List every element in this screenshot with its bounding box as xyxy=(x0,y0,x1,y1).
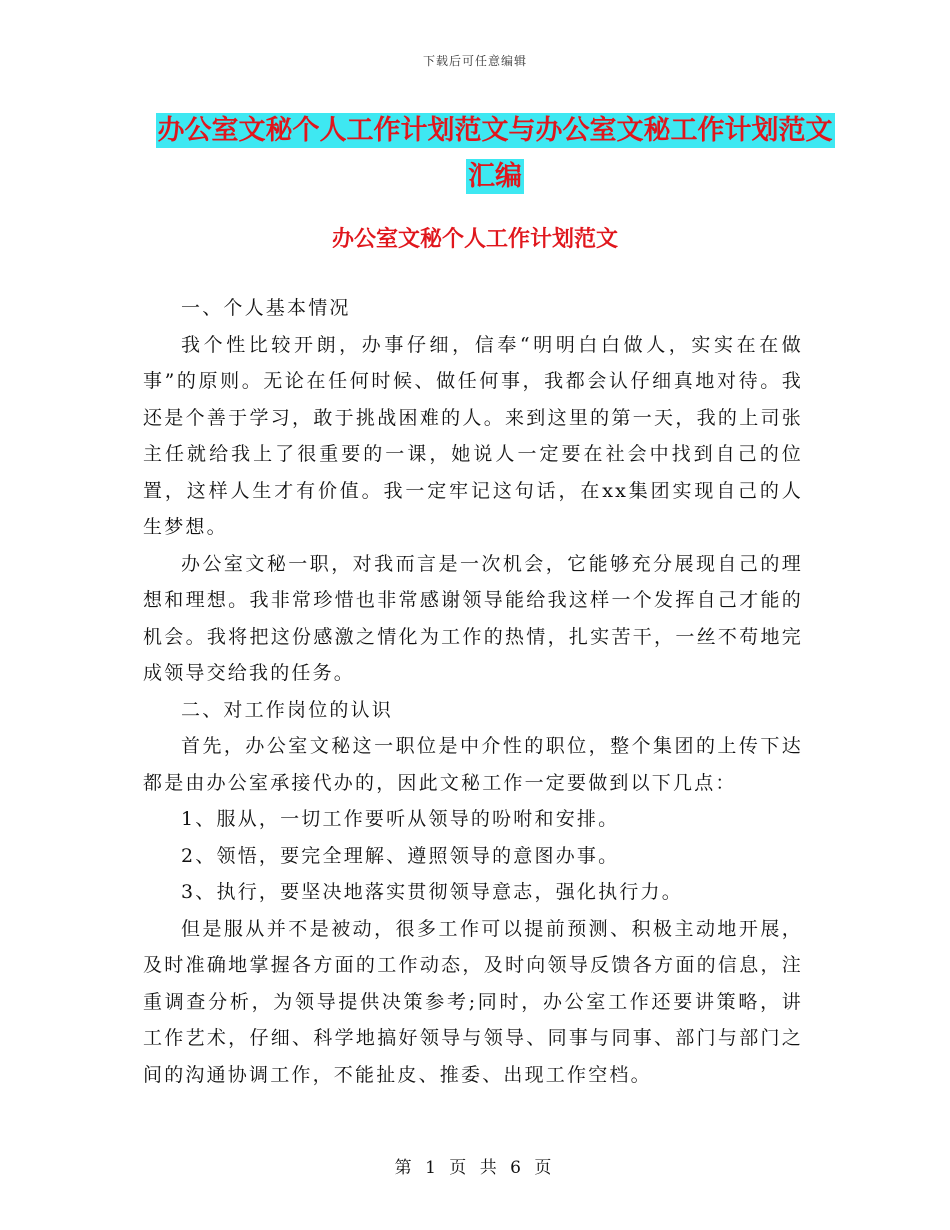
list-item: 1、服从，一切工作要听从领导的吩咐和安排。 xyxy=(181,808,620,830)
section-title: 办公室文秘个人工作计划范文 xyxy=(331,226,618,252)
document-body xyxy=(143,290,803,1093)
paragraph-heading-2: 二、对工作岗位的认识 xyxy=(181,698,394,721)
page-number: 第 1 页 共 6 页 xyxy=(394,1158,556,1178)
paragraph: 我个性比较开朗，办事仔细，信奉“明明白白做人，实实在在做事”的原则。无论在任何时候、做任何事，我都会认仔细真地对待。我还是个善于学习，敢于挑战困难的人。来到这里的第一天，我的上司张主任就给我上了很重要的一课，她说人一定要在社会中找到自己的位置，这样人生才有价值。我一定牢记这句话，在xx集团实现自己的人生梦想。 xyxy=(143,333,803,538)
list-item: 3、执行，要坚决地落实贯彻领导意志，强化执行力。 xyxy=(181,881,683,903)
header-note: 下载后可任意编辑 xyxy=(422,54,527,68)
document-title-text: 办公室文秘个人工作计划范文与办公室文秘工作计划范文汇编 xyxy=(157,115,833,192)
paragraph: 首先，办公室文秘这一职位是中介性的职位，整个集团的上传下达都是由办公室承接代办的，因此文秘工作一定要做到以下几点： xyxy=(143,735,803,794)
paragraph: 办公室文秘一职，对我而言是一次机会，它能够充分展现自己的理想和理想。我非常珍惜也非常感谢领导能给我这样一个发挥自己才能的机会。我将把这份感激之情化为工作的热情，扎实苦干，一丝不苟地完成领导交给我的任务。 xyxy=(143,552,803,684)
paragraph-heading-1: 一、个人基本情况 xyxy=(181,297,351,319)
document-title xyxy=(150,108,840,200)
list-item: 2、领悟，要完全理解、遵照领导的意图办事。 xyxy=(181,844,620,867)
paragraph: 但是服从并不是被动，很多工作可以提前预测、积极主动地开展，及时准确地掌握各方面的工作动态，及时向领导反馈各方面的信息，注重调查分析，为领导提供决策参考;同时，办公室工作还要讲策略，讲工作艺术，仔细、科学地搞好领导与领导、同事与同事、部门与部门之间的沟通协调工作，不能扯皮、推委、出现工作空档。 xyxy=(143,917,803,1086)
